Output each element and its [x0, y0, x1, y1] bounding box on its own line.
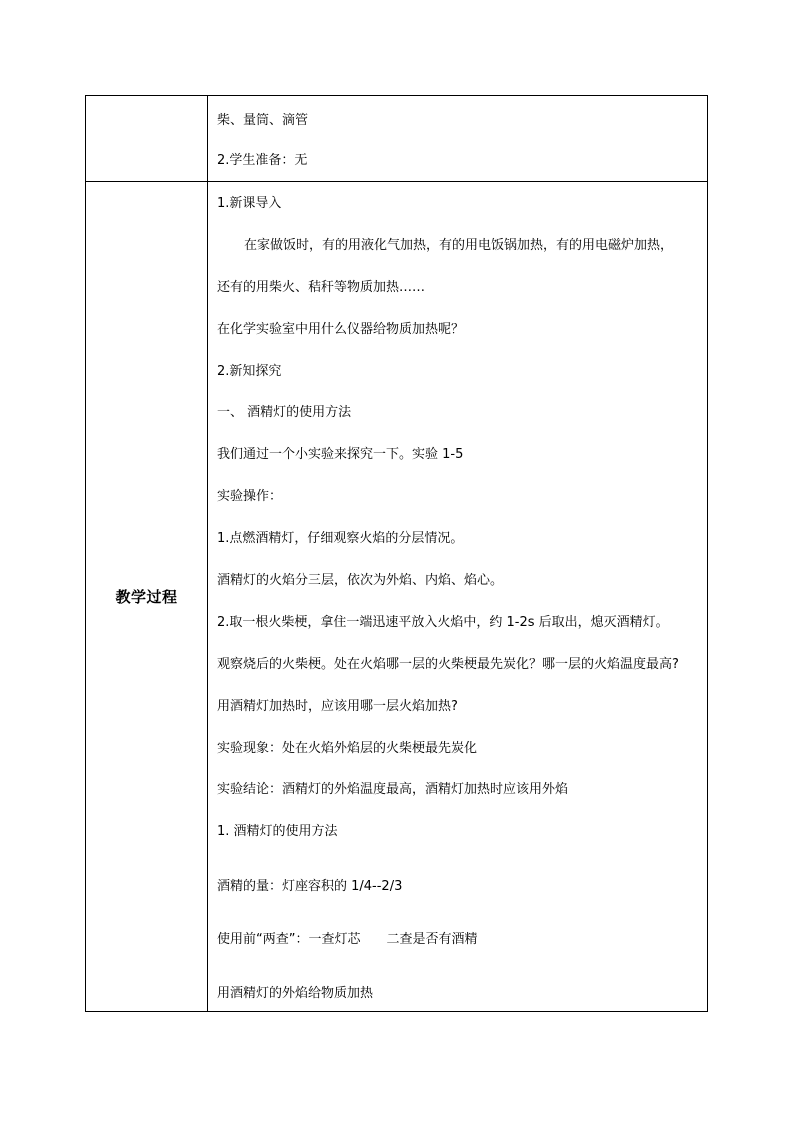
process-line-9: 1.点燃酒精灯，仔细观察火焰的分层情况。 [217, 531, 464, 546]
process-label: 教学过程 [115, 588, 178, 606]
prep-line-2: 2.学生准备：无 [217, 153, 308, 168]
process-line-8: 实验操作： [217, 489, 283, 504]
process-line-13: 用酒精灯加热时，应该用哪一层火焰加热? [217, 699, 458, 714]
process-line-11: 2.取一根火柴梗，拿住一端迅速平放入火焰中，约 1-2s 后取出，熄灭酒精灯。 [217, 615, 669, 630]
process-line-18 [217, 932, 478, 948]
process-line-16: 1. 酒精灯的使用方法 [217, 824, 338, 839]
process-line-14: 实验现象：处在火焰外焰层的火柴梗最先炭化 [217, 741, 478, 756]
process-line-7: 我们通过一个小实验来探究一下。实验 1-5 [217, 447, 464, 462]
check-item-1: 使用前“两查”：一查灯芯 [217, 932, 361, 947]
prep-line-1: 柴、量筒、滴管 [217, 113, 309, 128]
row-divider [86, 181, 707, 182]
process-line-19: 用酒精灯的外焰给物质加热 [217, 986, 374, 1001]
lesson-table [85, 95, 708, 1012]
process-line-10: 酒精灯的火焰分三层，依次为外焰、内焰、焰心。 [217, 573, 504, 588]
process-line-17: 酒精的量：灯座容积的 1/4--2/3 [217, 879, 403, 894]
process-line-12: 观察烧后的火柴梗。处在火焰哪一层的火柴梗最先炭化？哪一层的火焰温度最高? [217, 657, 679, 672]
check-item-2: 二查是否有酒精 [386, 932, 478, 947]
column-divider [207, 96, 208, 1011]
process-line-5: 2.新知探究 [217, 364, 282, 379]
process-line-2: 在家做饭时，有的用液化气加热，有的用电饭锅加热，有的用电磁炉加热， [244, 238, 674, 253]
process-line-4: 在化学实验室中用什么仪器给物质加热呢？ [217, 322, 465, 337]
process-line-15: 实验结论：酒精灯的外焰温度最高，酒精灯加热时应该用外焰 [217, 782, 569, 797]
process-line-1: 1.新课导入 [217, 196, 282, 211]
process-line-3: 还有的用柴火、秸秆等物质加热…… [217, 280, 426, 295]
process-line-6: 一、 酒精灯的使用方法 [217, 405, 352, 420]
